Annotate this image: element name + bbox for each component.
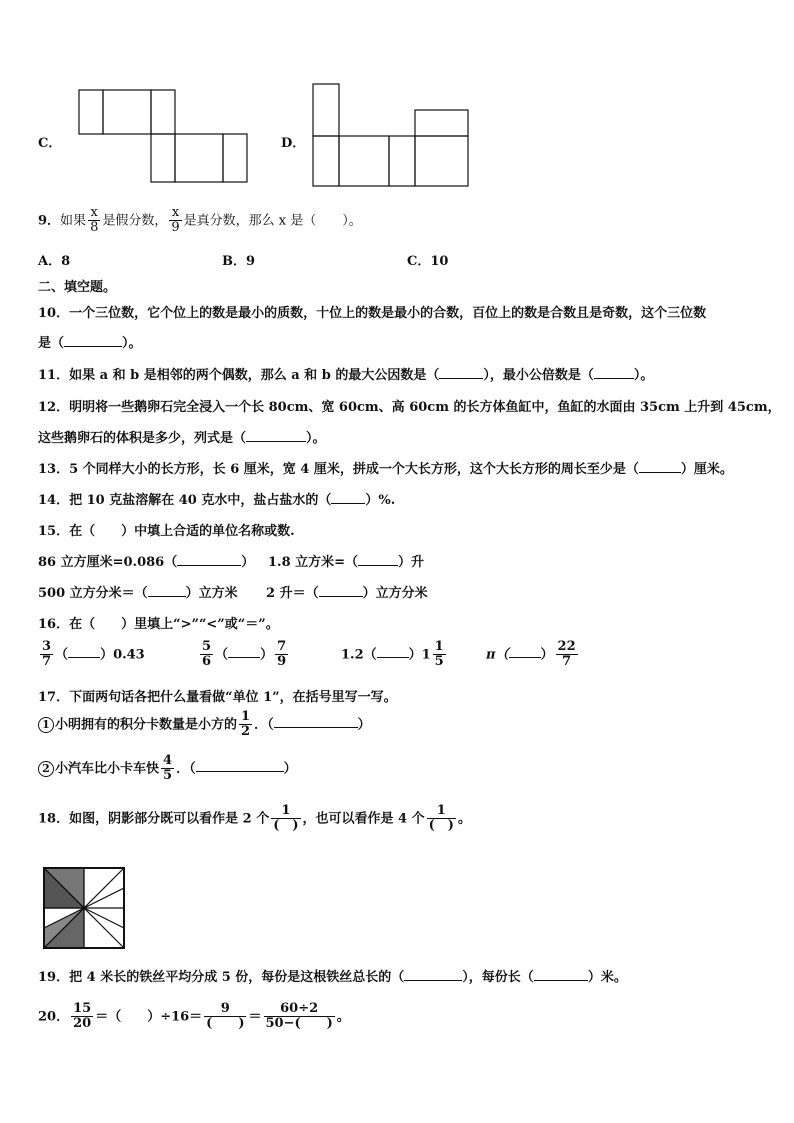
question-14: 14．把 10 克盐溶解在 40 克水中，盐占盐水的（ ）%. [38,493,396,508]
question-17-item1: 1 小明拥有的积分卡数量是小方的 $\frac{1}{2}$ ．（ ） [38,710,371,740]
question-16-item2: $\frac{5}{6}$ （ ） $\frac{7}{9}$ [202,639,287,670]
section-title: 二、填空题。 [38,280,117,295]
question-18: 18．如图，阴影部分既可以看作是 2 个 $\frac{1}{( )}$ ，也可以看作是 4 个 $\frac{1}{( )}$ 。 [38,803,471,834]
question-16-item4: π（ ） $\frac{22}{7}$ [486,639,576,670]
question-19: 19．把 4 米长的铁丝平均分成 5 份，每份是这根铁丝总长的（ ），每份长（ ）米。 [38,970,627,985]
option-d-label: D． [281,136,306,151]
cube-net-d [312,82,472,188]
option-c-label: C． [38,136,62,151]
question-10-line2: 是（ ）。 [38,336,142,351]
question-15-stem: 15．在（ ）中填上合适的单位名称或数. [38,524,295,539]
question-10-line1: 10．一个三位数，它个位上的数是最小的质数，十位上的数是最小的合数，百位上的数是合数且是奇数，这个三位数 [38,306,707,321]
question-15-row1b: 1.8 立方米=（ ）升 [268,555,425,570]
question-11: 11．如果 a 和 b 是相邻的两个偶数，那么 a 和 b 的最大公因数是（ ），最小公倍数是（ ）。 [38,368,654,383]
question-16-item1: $\frac{3}{7}$ （ ）0.43 [42,639,145,670]
question-12-line2: 这些鹅卵石的体积是多少，列式是（ ）。 [38,431,326,446]
question-9: 9．如果 $\frac{x}{8}$ 是假分数， $\frac{x}{9}$ 是真分数，那么 x 是（ ）。 [38,205,362,236]
question-17-item2: 2 小汽车比小卡车快 $\frac{4}{5}$ ．（ ） [38,754,297,784]
question-13: 13．5 个同样大小的长方形，长 6 厘米，宽 4 厘米，拼成一个大长方形，这个大长方形的周长至少是（ ）厘米。 [38,462,733,477]
shaded-square-figure [42,866,128,950]
option-c: C．10 [407,254,449,269]
cube-net-c [76,88,256,184]
question-15-row2a: 500 立方分米＝（ ）立方米 [38,586,238,601]
question-20: 20． $\frac{15}{20}$ ＝（ ）÷16＝ $\frac{9}{( )}$ ＝ $\frac{60\div 2}{50-( )}$ 。 [38,1001,350,1032]
question-15-row1a: 86 立方厘米=0.086（ ） [38,555,255,570]
question-16-stem: 16．在（ ）里填上“>”“<”或“＝”。 [38,617,279,632]
option-b: B．9 [222,254,256,269]
question-15-row2b: 2 升＝（ ）立方分米 [266,586,428,601]
question-12-line1: 12．明明将一些鹅卵石完全浸入一个长 80cm、宽 60cm、高 60cm 的长方体鱼缸中，鱼缸的水面由 35cm 上升到 45cm， [38,400,781,415]
question-16-item3: 1.2（ ）1 $\frac{1}{5}$ [341,639,444,670]
question-17-stem: 17．下面两句话各把什么量看做“单位 1”，在括号里写一写。 [38,690,397,705]
option-a: A．8 [38,254,71,269]
